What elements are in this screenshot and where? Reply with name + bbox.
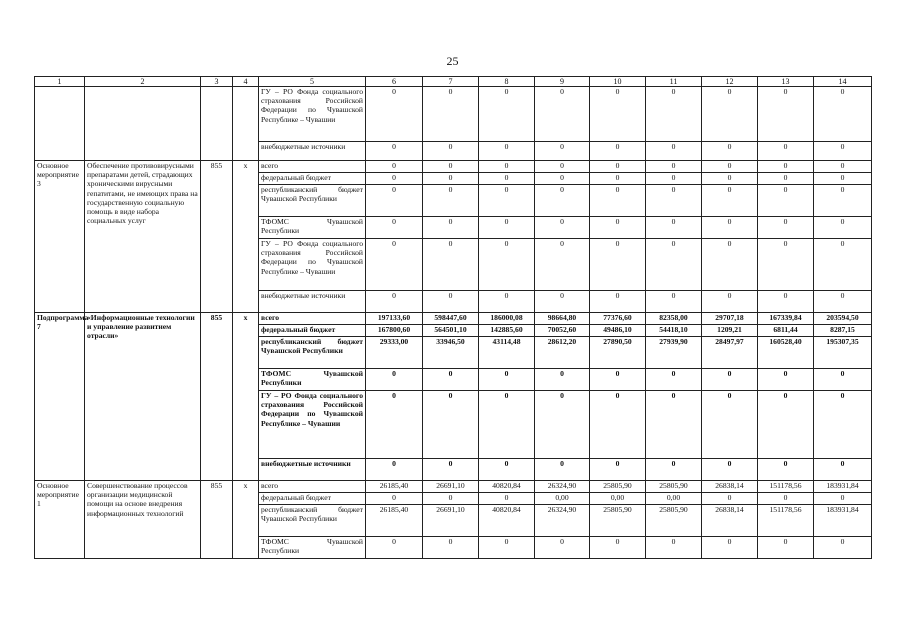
amount-cell: 6811,44 [758,325,814,337]
column-number: 7 [423,77,479,87]
funding-source-cell: республиканский бюджет Чувашской Республики [259,505,366,537]
amount-cell: 197133,60 [366,313,423,325]
section-code-cell [233,87,259,161]
amount-cell: 0 [479,291,535,313]
amount-cell: 0 [814,239,872,291]
column-number: 5 [259,77,366,87]
amount-cell: 0 [479,391,535,459]
funding-source-cell: республиканский бюджет Чувашской Республики [259,337,366,369]
row-code-cell: Подпрограмма 7 [35,313,85,481]
amount-cell: 0 [423,173,479,185]
amount-cell: 82358,00 [646,313,702,325]
amount-cell: 0 [535,217,590,239]
amount-cell: 0 [814,87,872,142]
amount-cell: 0 [646,185,702,217]
amount-cell: 26185,40 [366,481,423,493]
column-number: 13 [758,77,814,87]
amount-cell: 0 [366,493,423,505]
amount-cell: 167800,60 [366,325,423,337]
amount-cell: 0 [590,173,646,185]
amount-cell: 0 [758,142,814,161]
table-row [35,481,872,493]
amount-cell: 0 [590,459,646,481]
amount-cell: 0 [479,459,535,481]
agency-code-cell: 855 [201,481,233,559]
agency-code-cell: 855 [201,161,233,313]
amount-cell: 0 [758,459,814,481]
amount-cell: 28497,97 [702,337,758,369]
amount-cell: 0 [702,369,758,391]
amount-cell: 33946,50 [423,337,479,369]
table-row [35,313,872,325]
amount-cell: 0 [535,459,590,481]
amount-cell: 0 [366,459,423,481]
amount-cell: 142885,60 [479,325,535,337]
amount-cell: 0 [758,537,814,559]
amount-cell: 49486,10 [590,325,646,337]
funding-source-cell: ГУ – РО Фонда социального страхования Российской Федерации по Чувашской Республике – Чувашии [259,391,366,459]
amount-cell: 0 [702,459,758,481]
amount-cell: 0 [814,369,872,391]
amount-cell: 54418,10 [646,325,702,337]
amount-cell: 0 [758,161,814,173]
measure-name-cell: Совершенствование процессов организации медицинской помощи на основе внедрения информационных технологий [85,481,201,559]
amount-cell: 0 [646,142,702,161]
amount-cell: 0 [366,291,423,313]
amount-cell: 26324,90 [535,481,590,493]
row-code-cell [35,87,85,161]
agency-code-cell: 855 [201,313,233,481]
measure-name-cell [85,87,201,161]
funding-source-cell: внебюджетные источники [259,459,366,481]
amount-cell: 0 [366,87,423,142]
amount-cell: 29333,00 [366,337,423,369]
amount-cell: 0,00 [590,493,646,505]
column-number: 14 [814,77,872,87]
amount-cell: 0 [702,217,758,239]
column-number: 6 [366,77,423,87]
amount-cell: 28612,20 [535,337,590,369]
amount-cell: 0 [590,161,646,173]
amount-cell: 0 [758,369,814,391]
amount-cell: 0 [366,391,423,459]
amount-cell: 0 [646,391,702,459]
measure-name-cell: «Информационные технологии и управление развитием отрасли» [85,313,201,481]
column-number: 8 [479,77,535,87]
section-code-cell: х [233,161,259,313]
amount-cell: 0 [590,142,646,161]
amount-cell: 0 [423,391,479,459]
amount-cell: 0 [646,369,702,391]
funding-source-cell: всего [259,481,366,493]
amount-cell: 0 [814,291,872,313]
amount-cell: 98664,80 [535,313,590,325]
amount-cell: 0 [535,185,590,217]
amount-cell: 0 [702,391,758,459]
amount-cell: 0 [702,161,758,173]
column-number: 2 [85,77,201,87]
funding-source-cell: ТФОМС Чувашской Республики [259,217,366,239]
amount-cell: 0 [646,173,702,185]
amount-cell: 0 [814,161,872,173]
amount-cell: 0 [758,185,814,217]
amount-cell: 40820,84 [479,505,535,537]
amount-cell: 0 [479,142,535,161]
amount-cell: 0 [479,161,535,173]
amount-cell: 0 [423,217,479,239]
funding-source-cell: ТФОМС Чувашской Республики [259,369,366,391]
row-code-cell: Основное мероприятие 1 [35,481,85,559]
amount-cell: 0 [814,173,872,185]
table-row [35,161,872,173]
amount-cell: 0 [590,291,646,313]
amount-cell: 0 [590,87,646,142]
amount-cell: 0 [423,87,479,142]
amount-cell: 0 [479,369,535,391]
funding-source-cell: федеральный бюджет [259,173,366,185]
amount-cell: 0 [366,185,423,217]
amount-cell: 0 [423,369,479,391]
amount-cell: 0 [646,161,702,173]
amount-cell: 0 [423,161,479,173]
amount-cell: 0 [479,185,535,217]
amount-cell: 0 [702,537,758,559]
column-number: 10 [590,77,646,87]
amount-cell: 0 [758,239,814,291]
funding-source-cell: ГУ – РО Фонда социального страхования Российской Федерации по Чувашской Республике – Чувашии [259,87,366,142]
funding-source-cell: всего [259,313,366,325]
amount-cell: 0 [590,537,646,559]
amount-cell: 0 [535,391,590,459]
amount-cell: 0 [590,391,646,459]
funding-source-cell: ТФОМС Чувашской Республики [259,537,366,559]
amount-cell: 0 [423,185,479,217]
amount-cell: 0 [646,459,702,481]
amount-cell: 0 [646,291,702,313]
page-number: 25 [446,54,459,68]
funding-source-cell: федеральный бюджет [259,493,366,505]
amount-cell: 0 [479,537,535,559]
amount-cell: 0 [646,217,702,239]
amount-cell: 203594,50 [814,313,872,325]
measure-name-cell: Обеспечение противовирусными препаратами детей, страдающих хроническими вирусными гепатитами, не имеющих права на государственную социальную помощь в виде набора социальных услуг [85,161,201,313]
amount-cell: 0 [366,537,423,559]
amount-cell: 0 [814,217,872,239]
amount-cell: 0 [702,87,758,142]
section-code-cell: х [233,313,259,481]
amount-cell: 160528,40 [758,337,814,369]
row-code-cell: Основное мероприятие 3 [35,161,85,313]
amount-cell: 0 [366,369,423,391]
amount-cell: 0 [535,291,590,313]
agency-code-cell [201,87,233,161]
amount-cell: 0 [702,185,758,217]
amount-cell: 0 [702,142,758,161]
funding-source-cell: республиканский бюджет Чувашской Республики [259,185,366,217]
amount-cell: 0 [590,239,646,291]
column-number: 1 [35,77,85,87]
funding-source-cell: внебюджетные источники [259,142,366,161]
amount-cell: 25805,90 [590,505,646,537]
amount-cell: 0 [423,239,479,291]
column-number: 12 [702,77,758,87]
table-row [35,87,872,142]
amount-cell: 0 [366,217,423,239]
amount-cell: 564501,10 [423,325,479,337]
amount-cell: 151178,56 [758,481,814,493]
amount-cell: 0 [702,239,758,291]
budget-table [34,76,872,559]
amount-cell: 183931,84 [814,505,872,537]
amount-cell: 0 [423,537,479,559]
amount-cell: 43114,48 [479,337,535,369]
amount-cell: 167339,84 [758,313,814,325]
amount-cell: 8287,15 [814,325,872,337]
amount-cell: 0 [590,369,646,391]
amount-cell: 0 [758,391,814,459]
amount-cell: 0 [535,239,590,291]
amount-cell: 0 [758,291,814,313]
amount-cell: 26838,14 [702,505,758,537]
amount-cell: 0 [479,87,535,142]
column-number: 9 [535,77,590,87]
amount-cell: 0 [702,291,758,313]
amount-cell: 0 [758,173,814,185]
amount-cell: 195307,35 [814,337,872,369]
amount-cell: 0 [535,369,590,391]
section-code-cell: х [233,481,259,559]
amount-cell: 0 [535,173,590,185]
amount-cell: 0 [366,239,423,291]
amount-cell: 0 [702,173,758,185]
amount-cell: 70052,60 [535,325,590,337]
amount-cell: 0 [479,173,535,185]
funding-source-cell: федеральный бюджет [259,325,366,337]
amount-cell: 0 [535,161,590,173]
amount-cell: 0 [535,537,590,559]
amount-cell: 0 [814,493,872,505]
column-number: 3 [201,77,233,87]
amount-cell: 0 [702,493,758,505]
amount-cell: 0 [646,87,702,142]
amount-cell: 0 [758,217,814,239]
amount-cell: 0 [479,493,535,505]
amount-cell: 183931,84 [814,481,872,493]
amount-cell: 0 [758,87,814,142]
amount-cell: 25805,90 [646,505,702,537]
amount-cell: 0,00 [646,493,702,505]
amount-cell: 0 [646,537,702,559]
column-number: 11 [646,77,702,87]
amount-cell: 0 [814,459,872,481]
amount-cell: 27890,50 [590,337,646,369]
amount-cell: 0,00 [535,493,590,505]
amount-cell: 0 [646,239,702,291]
amount-cell: 40820,84 [479,481,535,493]
funding-source-cell: ГУ – РО Фонда социального страхования Российской Федерации по Чувашской Республике – Чувашии [259,239,366,291]
amount-cell: 0 [479,239,535,291]
amount-cell: 0 [758,493,814,505]
amount-cell: 0 [535,87,590,142]
amount-cell: 26185,40 [366,505,423,537]
funding-source-cell: внебюджетные источники [259,291,366,313]
amount-cell: 0 [423,493,479,505]
amount-cell: 26691,10 [423,505,479,537]
amount-cell: 0 [423,142,479,161]
amount-cell: 0 [366,142,423,161]
column-number-row [35,77,872,87]
funding-source-cell: всего [259,161,366,173]
amount-cell: 0 [590,217,646,239]
amount-cell: 0 [814,537,872,559]
amount-cell: 77376,60 [590,313,646,325]
amount-cell: 0 [366,173,423,185]
amount-cell: 0 [423,459,479,481]
amount-cell: 0 [535,142,590,161]
amount-cell: 0 [423,291,479,313]
amount-cell: 0 [814,142,872,161]
amount-cell: 25805,90 [590,481,646,493]
amount-cell: 25805,90 [646,481,702,493]
amount-cell: 26691,10 [423,481,479,493]
amount-cell: 0 [814,185,872,217]
amount-cell: 598447,60 [423,313,479,325]
amount-cell: 1209,21 [702,325,758,337]
amount-cell: 0 [479,217,535,239]
amount-cell: 26838,14 [702,481,758,493]
amount-cell: 27939,90 [646,337,702,369]
amount-cell: 0 [590,185,646,217]
amount-cell: 29707,18 [702,313,758,325]
amount-cell: 26324,90 [535,505,590,537]
amount-cell: 0 [814,391,872,459]
amount-cell: 151178,56 [758,505,814,537]
amount-cell: 0 [366,161,423,173]
amount-cell: 186000,08 [479,313,535,325]
column-number: 4 [233,77,259,87]
